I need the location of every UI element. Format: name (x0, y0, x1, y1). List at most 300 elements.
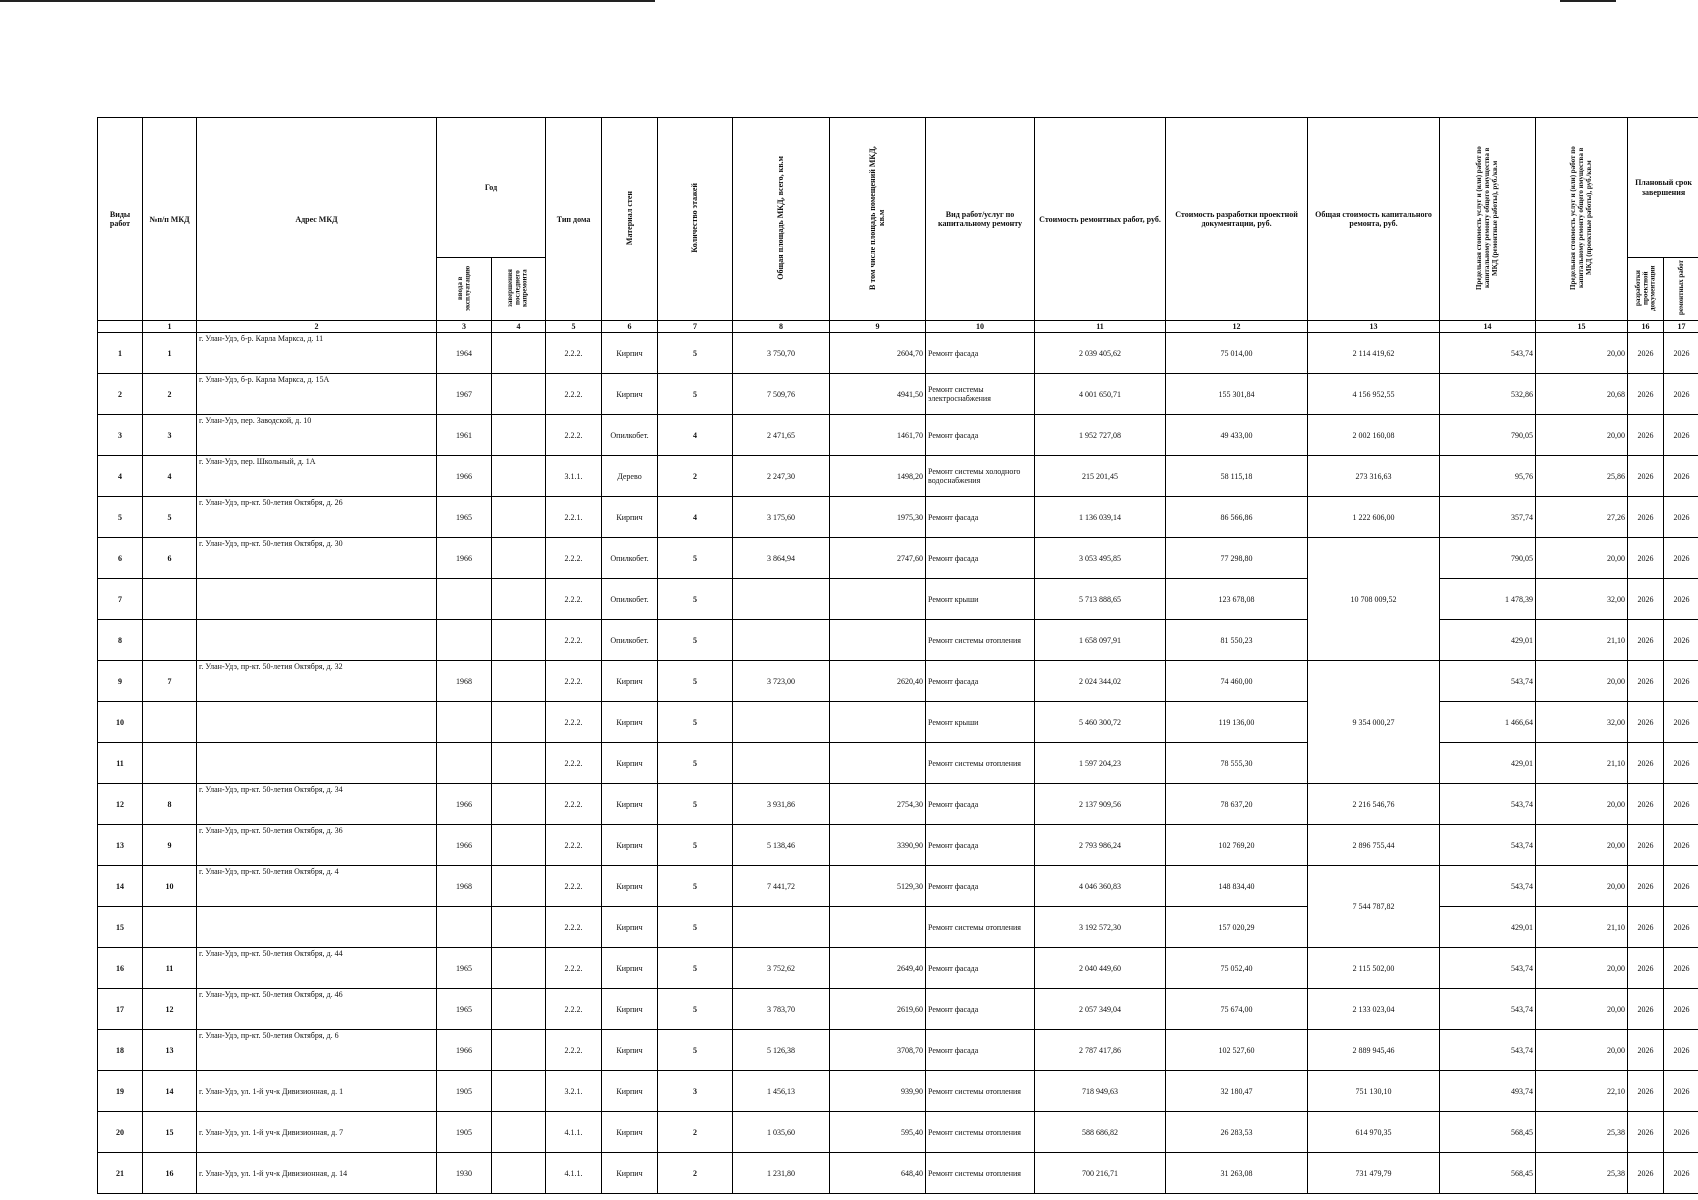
cell-year-pd: 2026 (1628, 989, 1664, 1030)
cell-god-zaversh (492, 907, 546, 948)
cell-work: Ремонт фасада (926, 538, 1035, 579)
cell-limit-rem: 790,05 (1440, 415, 1536, 456)
cell-pd: 78 555,30 (1166, 743, 1308, 784)
cell-cost: 2 040 449,60 (1035, 948, 1166, 989)
cell-vid-rabot: 1 (98, 333, 143, 374)
cell-pd: 49 433,00 (1166, 415, 1308, 456)
cell-material: Опилкобет. (602, 538, 658, 579)
cell-address: г. Улан-Удэ, ул. 1-й уч-к Дивизионная, д. 7 (197, 1112, 437, 1153)
cell-floors: 5 (658, 866, 733, 907)
cell-npp (143, 579, 197, 620)
cell-cost: 2 137 909,56 (1035, 784, 1166, 825)
cell-pd: 77 298,80 (1166, 538, 1308, 579)
cell-limit-pd: 32,00 (1536, 579, 1628, 620)
col-header-srok-rem-text: ремонтных работ (1676, 260, 1685, 316)
cell-material: Опилкобет. (602, 415, 658, 456)
cell-area2: 939,90 (830, 1071, 926, 1112)
cell-area2: 2649,40 (830, 948, 926, 989)
cell-area: 3 750,70 (733, 333, 830, 374)
cell-year-pd: 2026 (1628, 1153, 1664, 1194)
cell-work: Ремонт фасада (926, 333, 1035, 374)
cell-address: г. Улан-Удэ, пр-кт. 50-летия Октября, д. 44 (197, 948, 437, 989)
col-header-vid-rabot-uslug: Вид работ/услуг по капитальному ремонту (926, 118, 1035, 321)
cell-npp: 2 (143, 374, 197, 415)
cell-limit-rem: 1 466,64 (1440, 702, 1536, 743)
cell-pd: 157 020,29 (1166, 907, 1308, 948)
cell-vid-rabot: 3 (98, 415, 143, 456)
cell-total: 2 216 546,76 (1308, 784, 1440, 825)
col-header-pred-stoimost-rem-text: Предельная стоимость услуг и (или) работ по капитальному ремонту общего имущества в МКД (ремонтные работы), руб./кв.м (1475, 146, 1500, 290)
cell-npp: 7 (143, 661, 197, 702)
cell-work: Ремонт фасада (926, 415, 1035, 456)
cell-material: Кирпич (602, 784, 658, 825)
cell-cost: 3 053 495,85 (1035, 538, 1166, 579)
cell-limit-pd: 20,00 (1536, 538, 1628, 579)
cell-year-rem: 2026 (1664, 702, 1698, 743)
cell-area2: 2747,60 (830, 538, 926, 579)
cell-npp (143, 620, 197, 661)
cell-year-pd: 2026 (1628, 456, 1664, 497)
cell-work: Ремонт крыши (926, 702, 1035, 743)
col-header-address: Адрес МКД (197, 118, 437, 321)
cell-npp: 3 (143, 415, 197, 456)
table-row (98, 497, 1698, 538)
cell-pd: 75 014,00 (1166, 333, 1308, 374)
col-header-material (602, 118, 658, 321)
column-number: 10 (926, 321, 1035, 333)
cell-total: 9 354 000,27 (1308, 661, 1440, 784)
cell-vid-rabot: 20 (98, 1112, 143, 1153)
cell-limit-pd: 25,86 (1536, 456, 1628, 497)
table-row (98, 907, 1698, 948)
column-number: 6 (602, 321, 658, 333)
cell-area (733, 579, 830, 620)
cell-god-zaversh (492, 497, 546, 538)
cell-year-pd: 2026 (1628, 866, 1664, 907)
cell-cost: 1 658 097,91 (1035, 620, 1166, 661)
column-number: 13 (1308, 321, 1440, 333)
cell-type: 4.1.1. (546, 1153, 602, 1194)
cell-year-rem: 2026 (1664, 784, 1698, 825)
cell-year-pd: 2026 (1628, 702, 1664, 743)
cell-address (197, 907, 437, 948)
cell-limit-rem: 429,01 (1440, 620, 1536, 661)
column-number: 7 (658, 321, 733, 333)
cell-area2 (830, 702, 926, 743)
cell-area2: 3390,90 (830, 825, 926, 866)
cell-area: 1 231,80 (733, 1153, 830, 1194)
cell-area2: 595,40 (830, 1112, 926, 1153)
cell-year-rem: 2026 (1664, 989, 1698, 1030)
cell-year: 1905 (437, 1071, 492, 1112)
column-number: 15 (1536, 321, 1628, 333)
cell-area: 2 471,65 (733, 415, 830, 456)
cell-floors: 2 (658, 1153, 733, 1194)
table-row (98, 415, 1698, 456)
col-header-god-zaversh (492, 258, 546, 321)
cell-vid-rabot: 21 (98, 1153, 143, 1194)
cell-material: Кирпич (602, 825, 658, 866)
cell-total: 1 222 606,00 (1308, 497, 1440, 538)
cell-year: 1905 (437, 1112, 492, 1153)
cell-work: Ремонт системы электроснабжения (926, 374, 1035, 415)
cell-year: 1967 (437, 374, 492, 415)
cell-area: 3 723,00 (733, 661, 830, 702)
cell-work: Ремонт системы отопления (926, 1112, 1035, 1153)
cell-cost: 215 201,45 (1035, 456, 1166, 497)
cell-area2 (830, 743, 926, 784)
cell-npp: 9 (143, 825, 197, 866)
cell-area: 2 247,30 (733, 456, 830, 497)
cell-area (733, 743, 830, 784)
cell-address: г. Улан-Удэ, пр-кт. 50-летия Октября, д. 46 (197, 989, 437, 1030)
cell-year: 1964 (437, 333, 492, 374)
cell-year: 1966 (437, 825, 492, 866)
cell-npp: 13 (143, 1030, 197, 1071)
cell-material: Кирпич (602, 333, 658, 374)
cell-cost: 2 039 405,62 (1035, 333, 1166, 374)
table-row (98, 333, 1698, 374)
cell-year-rem: 2026 (1664, 497, 1698, 538)
cell-type: 2.2.2. (546, 1030, 602, 1071)
cell-material: Кирпич (602, 1153, 658, 1194)
cell-limit-rem: 429,01 (1440, 743, 1536, 784)
cell-floors: 5 (658, 702, 733, 743)
cell-area (733, 702, 830, 743)
table-row (98, 702, 1698, 743)
col-header-etazhi-text: Количество этажей (690, 183, 700, 253)
cell-area2: 2754,30 (830, 784, 926, 825)
table-body (98, 333, 1698, 1194)
cell-year-pd: 2026 (1628, 784, 1664, 825)
cell-type: 2.2.2. (546, 415, 602, 456)
cell-vid-rabot: 4 (98, 456, 143, 497)
cell-material: Кирпич (602, 907, 658, 948)
cell-total: 10 708 009,52 (1308, 538, 1440, 661)
cell-area: 3 752,62 (733, 948, 830, 989)
cell-address: г. Улан-Удэ, ул. 1-й уч-к Дивизионная, д. 1 (197, 1071, 437, 1112)
cell-floors: 4 (658, 497, 733, 538)
cell-limit-pd: 20,00 (1536, 825, 1628, 866)
cell-vid-rabot: 15 (98, 907, 143, 948)
cell-area2 (830, 620, 926, 661)
cell-pd: 75 674,00 (1166, 989, 1308, 1030)
cell-floors: 5 (658, 579, 733, 620)
column-number: 11 (1035, 321, 1166, 333)
cell-cost: 718 949,63 (1035, 1071, 1166, 1112)
cell-area2: 2619,60 (830, 989, 926, 1030)
cell-year: 1965 (437, 497, 492, 538)
cell-area: 1 035,60 (733, 1112, 830, 1153)
cell-year: 1966 (437, 538, 492, 579)
cell-year: 1968 (437, 866, 492, 907)
cell-type: 2.2.2. (546, 661, 602, 702)
cell-vid-rabot: 11 (98, 743, 143, 784)
cell-type: 2.2.2. (546, 989, 602, 1030)
cell-work: Ремонт фасада (926, 497, 1035, 538)
col-header-etazhi (658, 118, 733, 321)
cell-npp: 6 (143, 538, 197, 579)
cell-year-rem: 2026 (1664, 538, 1698, 579)
column-number: 1 (143, 321, 197, 333)
cell-floors: 5 (658, 989, 733, 1030)
column-number: 9 (830, 321, 926, 333)
cell-year-pd: 2026 (1628, 1112, 1664, 1153)
cell-area: 3 931,86 (733, 784, 830, 825)
cell-work: Ремонт фасада (926, 866, 1035, 907)
cell-npp: 12 (143, 989, 197, 1030)
col-header-pred-stoimost-rem (1440, 118, 1536, 321)
cell-floors: 5 (658, 374, 733, 415)
cell-pd: 75 052,40 (1166, 948, 1308, 989)
col-header-plan-srok: Плановый срок завершения (1628, 118, 1698, 258)
cell-material: Кирпич (602, 661, 658, 702)
cell-address (197, 702, 437, 743)
cell-limit-pd: 20,00 (1536, 415, 1628, 456)
column-number-empty (98, 321, 143, 333)
cell-god-zaversh (492, 948, 546, 989)
cell-god-zaversh (492, 702, 546, 743)
col-header-material-text: Материал стен (624, 190, 634, 246)
cell-god-zaversh (492, 743, 546, 784)
cell-vid-rabot: 2 (98, 374, 143, 415)
cell-limit-pd: 20,00 (1536, 989, 1628, 1030)
cell-area: 7 441,72 (733, 866, 830, 907)
cell-address: г. Улан-Удэ, пр-кт. 50-летия Октября, д. 30 (197, 538, 437, 579)
cell-floors: 5 (658, 743, 733, 784)
cell-limit-rem: 790,05 (1440, 538, 1536, 579)
cell-year-rem: 2026 (1664, 1112, 1698, 1153)
cell-year-pd: 2026 (1628, 1030, 1664, 1071)
cell-area: 5 138,46 (733, 825, 830, 866)
cell-material: Кирпич (602, 1071, 658, 1112)
cell-god-zaversh (492, 579, 546, 620)
cell-area2 (830, 579, 926, 620)
cell-work: Ремонт системы отопления (926, 1153, 1035, 1194)
cell-limit-rem: 543,74 (1440, 784, 1536, 825)
cell-limit-rem: 1 478,39 (1440, 579, 1536, 620)
cell-limit-pd: 20,00 (1536, 866, 1628, 907)
cell-year-rem: 2026 (1664, 948, 1698, 989)
cell-year: 1968 (437, 661, 492, 702)
cell-vid-rabot: 14 (98, 866, 143, 907)
cell-god-zaversh (492, 456, 546, 497)
cell-year (437, 743, 492, 784)
cell-year (437, 620, 492, 661)
cell-limit-pd: 20,00 (1536, 661, 1628, 702)
cell-year-rem: 2026 (1664, 1071, 1698, 1112)
cell-type: 2.2.2. (546, 907, 602, 948)
cell-year-pd: 2026 (1628, 579, 1664, 620)
top-border-line (0, 0, 655, 2)
cell-total: 2 114 419,62 (1308, 333, 1440, 374)
cell-type: 4.1.1. (546, 1112, 602, 1153)
cell-floors: 5 (658, 661, 733, 702)
cell-god-zaversh (492, 374, 546, 415)
cell-floors: 5 (658, 784, 733, 825)
table-row (98, 1112, 1698, 1153)
cell-limit-rem: 568,45 (1440, 1153, 1536, 1194)
cell-vid-rabot: 10 (98, 702, 143, 743)
table-row (98, 1153, 1698, 1194)
cell-cost: 588 686,82 (1035, 1112, 1166, 1153)
table-row (98, 743, 1698, 784)
cell-limit-rem: 429,01 (1440, 907, 1536, 948)
cell-year-rem: 2026 (1664, 661, 1698, 702)
cell-god-zaversh (492, 1071, 546, 1112)
col-header-srok-pd (1628, 258, 1664, 321)
cell-work: Ремонт фасада (926, 825, 1035, 866)
cell-pd: 102 769,20 (1166, 825, 1308, 866)
cell-work: Ремонт системы холодного водоснабжения (926, 456, 1035, 497)
cell-limit-pd: 27,26 (1536, 497, 1628, 538)
cell-limit-rem: 543,74 (1440, 1030, 1536, 1071)
cell-cost: 2 793 986,24 (1035, 825, 1166, 866)
cell-total: 7 544 787,82 (1308, 866, 1440, 948)
cell-npp (143, 702, 197, 743)
cell-address: г. Улан-Удэ, пр-кт. 50-летия Октября, д. 36 (197, 825, 437, 866)
cell-type: 2.2.2. (546, 538, 602, 579)
cell-limit-pd: 20,00 (1536, 1030, 1628, 1071)
cell-god-zaversh (492, 661, 546, 702)
table-row (98, 866, 1698, 907)
cell-year-rem: 2026 (1664, 415, 1698, 456)
cell-limit-pd: 21,10 (1536, 620, 1628, 661)
cell-work: Ремонт крыши (926, 579, 1035, 620)
cell-year-rem: 2026 (1664, 825, 1698, 866)
column-number: 3 (437, 321, 492, 333)
cell-npp: 5 (143, 497, 197, 538)
cell-npp: 14 (143, 1071, 197, 1112)
cell-type: 2.2.2. (546, 825, 602, 866)
table-row (98, 620, 1698, 661)
cell-work: Ремонт фасада (926, 784, 1035, 825)
cell-pd: 155 301,84 (1166, 374, 1308, 415)
col-header-stoimost-pd: Стоимость разработки проектной документации, руб. (1166, 118, 1308, 321)
cell-limit-pd: 20,68 (1536, 374, 1628, 415)
cell-npp: 15 (143, 1112, 197, 1153)
cell-address: г. Улан-Удэ, б-р. Карла Маркса, д. 11 (197, 333, 437, 374)
col-header-god-zaversh-text: завершения последнего капремонта (506, 269, 530, 307)
cell-total: 2 133 023,04 (1308, 989, 1440, 1030)
cell-god-zaversh (492, 866, 546, 907)
cell-floors: 2 (658, 456, 733, 497)
column-number: 14 (1440, 321, 1536, 333)
cell-vid-rabot: 18 (98, 1030, 143, 1071)
cell-god-zaversh (492, 1112, 546, 1153)
cell-area2: 648,40 (830, 1153, 926, 1194)
cell-year-pd: 2026 (1628, 661, 1664, 702)
cell-limit-rem: 95,76 (1440, 456, 1536, 497)
cell-work: Ремонт системы отопления (926, 1071, 1035, 1112)
cell-cost: 2 057 349,04 (1035, 989, 1166, 1030)
cell-area: 3 175,60 (733, 497, 830, 538)
column-number-row (98, 321, 1698, 333)
col-header-tip-doma: Тип дома (546, 118, 602, 321)
cell-vid-rabot: 13 (98, 825, 143, 866)
cell-pd: 58 115,18 (1166, 456, 1308, 497)
cell-year: 1961 (437, 415, 492, 456)
cell-npp: 10 (143, 866, 197, 907)
cell-limit-rem: 543,74 (1440, 866, 1536, 907)
cell-work: Ремонт системы отопления (926, 907, 1035, 948)
table-row (98, 989, 1698, 1030)
cell-year (437, 702, 492, 743)
cell-limit-pd: 20,00 (1536, 948, 1628, 989)
cell-type: 3.2.1. (546, 1071, 602, 1112)
table-row (98, 1071, 1698, 1112)
cell-address: г. Улан-Удэ, ул. 1-й уч-к Дивизионная, д. 14 (197, 1153, 437, 1194)
cell-total: 614 970,35 (1308, 1112, 1440, 1153)
cell-material: Кирпич (602, 702, 658, 743)
cell-area: 3 783,70 (733, 989, 830, 1030)
cell-limit-rem: 568,45 (1440, 1112, 1536, 1153)
cell-address: г. Улан-Удэ, пр-кт. 50-летия Октября, д. 32 (197, 661, 437, 702)
cell-cost: 5 713 888,65 (1035, 579, 1166, 620)
cell-total: 751 130,10 (1308, 1071, 1440, 1112)
cell-year-pd: 2026 (1628, 825, 1664, 866)
cell-area (733, 620, 830, 661)
cell-work: Ремонт фасада (926, 1030, 1035, 1071)
cell-type: 2.2.2. (546, 579, 602, 620)
cell-vid-rabot: 9 (98, 661, 143, 702)
cell-address: г. Улан-Удэ, пер. Заводской, д. 10 (197, 415, 437, 456)
cell-address: г. Улан-Удэ, пр-кт. 50-летия Октября, д. 4 (197, 866, 437, 907)
cell-year-rem: 2026 (1664, 333, 1698, 374)
cell-year-pd: 2026 (1628, 1071, 1664, 1112)
column-number: 5 (546, 321, 602, 333)
cell-material: Опилкобет. (602, 620, 658, 661)
cell-area2: 3708,70 (830, 1030, 926, 1071)
cell-pd: 81 550,23 (1166, 620, 1308, 661)
cell-address: г. Улан-Удэ, пр-кт. 50-летия Октября, д. 34 (197, 784, 437, 825)
cell-limit-rem: 543,74 (1440, 948, 1536, 989)
cell-work: Ремонт фасада (926, 989, 1035, 1030)
cell-limit-rem: 532,86 (1440, 374, 1536, 415)
cell-year-rem: 2026 (1664, 1153, 1698, 1194)
cell-year-pd: 2026 (1628, 538, 1664, 579)
cell-year-rem: 2026 (1664, 1030, 1698, 1071)
table-row (98, 825, 1698, 866)
top-border-line (1560, 0, 1616, 2)
cell-limit-rem: 543,74 (1440, 825, 1536, 866)
cell-pd: 123 678,08 (1166, 579, 1308, 620)
cell-limit-rem: 543,74 (1440, 989, 1536, 1030)
col-header-god-vvoda (437, 258, 492, 321)
cell-area2: 1975,30 (830, 497, 926, 538)
cell-cost: 700 216,71 (1035, 1153, 1166, 1194)
cell-material: Опилкобет. (602, 579, 658, 620)
cell-god-zaversh (492, 415, 546, 456)
header-row (98, 118, 1698, 258)
cell-floors: 5 (658, 1030, 733, 1071)
cell-area2: 2620,40 (830, 661, 926, 702)
cell-year-pd: 2026 (1628, 374, 1664, 415)
cell-limit-pd: 20,00 (1536, 784, 1628, 825)
cell-work: Ремонт фасада (926, 948, 1035, 989)
col-header-srok-pd-text: разработки проектной документации (1633, 265, 1657, 311)
cell-year-pd: 2026 (1628, 333, 1664, 374)
cell-vid-rabot: 7 (98, 579, 143, 620)
cell-god-zaversh (492, 784, 546, 825)
cell-god-zaversh (492, 538, 546, 579)
cell-god-zaversh (492, 825, 546, 866)
cell-year: 1965 (437, 989, 492, 1030)
cell-limit-rem: 493,74 (1440, 1071, 1536, 1112)
cell-area2: 2604,70 (830, 333, 926, 374)
cell-type: 2.2.2. (546, 743, 602, 784)
cell-god-zaversh (492, 620, 546, 661)
